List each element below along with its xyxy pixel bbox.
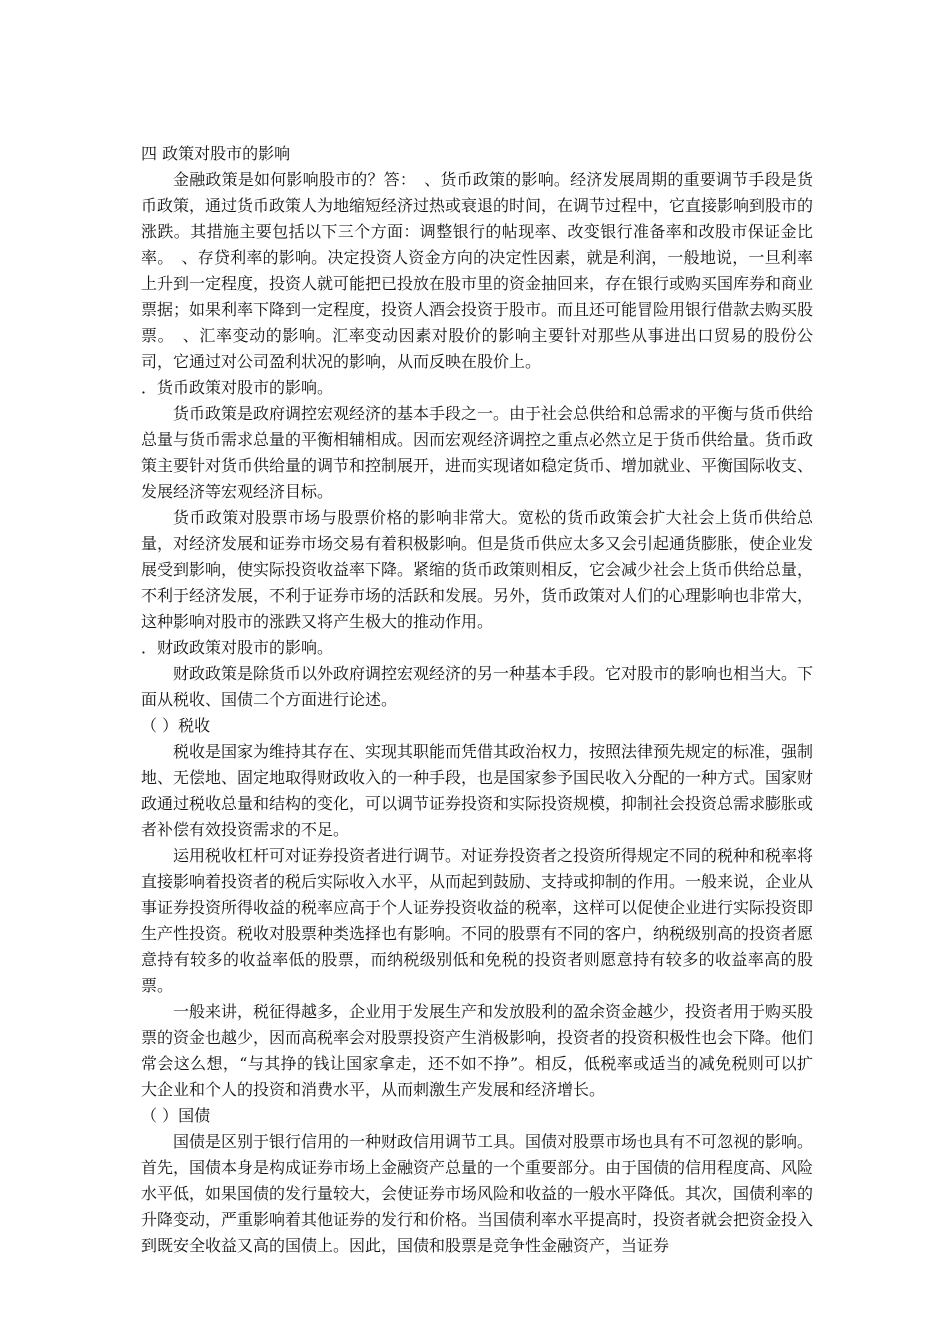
section-heading: 四 政策对股市的影响 — [141, 144, 291, 163]
subheading-treasury-bonds: （ ）国债 — [141, 1106, 211, 1125]
paragraph-tax-leverage: 运用税收杠杆可对证券投资者进行调节。对证券投资者之投资所得规定不同的税种和税率将直接影响着投资者的税后实际收入水平，从而起到鼓励、支持或抑制的作用。一般来说，企业从事证券投资所得收益的税率应高于个人证券投资收益的税率，这样可以促使企业进行实际投资即生产性投资。税收对股票种类选择也有影响。不同的股票有不同的客户，纳税级别高的投资者愿意持有较多的收益率低的股票，而纳税级别低和免税的投资者则愿意持有较多的收益率高的股票。 — [141, 846, 814, 995]
subheading-taxation: （ ）税收 — [141, 716, 211, 735]
paragraph-monetary-definition: 货币政策是政府调控宏观经济的基本手段之一。由于社会总供给和总需求的平衡与货币供给总量与货币需求总量的平衡相辅相成。因而宏观经济调控之重点必然立足于货币供给量。货币政策主要针对货币供给量的调节和控制展开，进而实现诸如稳定货币、增加就业、平衡国际收支、发展经济等宏观经济目标。 — [141, 404, 814, 501]
document-page — [141, 141, 813, 1259]
subheading-monetary-policy: ．货币政策对股市的影响。 — [141, 378, 334, 397]
paragraph-treasury-bonds: 国债是区别于银行信用的一种财政信用调节工具。国债对股票市场也具有不可忽视的影响。首先，国债本身是构成证券市场上金融资产总量的一个重要部分。由于国债的信用程度高、风险水平低，如果国债的发行量较大，会使证券市场风险和收益的一般水平降低。其次，国债利率的升降变动，严重影响着其他证券的发行和价格。当国债利率水平提高时，投资者就会把资金投入到既安全收益又高的国债上。因此，国债和股票是竞争性金融资产，当证券 — [141, 1132, 814, 1255]
paragraph-tax-effect: 一般来讲，税征得越多，企业用于发展生产和发放股利的盈余资金越少，投资者用于购买股票的资金也越少，因而高税率会对股票投资产生消极影响，投资者的投资积极性也会下降。他们常会这么想，“与其挣的钱让国家拿走，还不如不挣”。相反，低税率或适当的减免税则可以扩大企业和个人的投资和消费水平，从而刺激生产发展和经济增长。 — [141, 1002, 814, 1099]
paragraph-tax-definition: 税收是国家为维持其存在、实现其职能而凭借其政治权力，按照法律预先规定的标准，强制地、无偿地、固定地取得财政收入的一种手段，也是国家参予国民收入分配的一种方式。国家财政通过税收总量和结构的变化，可以调节证券投资和实际投资规模，抑制社会投资总需求膨胀或者补偿有效投资需求的不足。 — [141, 742, 814, 839]
paragraph-fiscal-definition: 财政政策是除货币以外政府调控宏观经济的另一种基本手段。它对股市的影响也相当大。下面从税收、国债二个方面进行论述。 — [141, 664, 814, 709]
paragraph-monetary-intro: 金融政策是如何影响股市的？答： 、货币政策的影响。经济发展周期的重要调节手段是货币政策，通过货币政策人为地缩短经济过热或衰退的时间，在调节过程中，它直接影响到股市的涨跌。其措施主要包括以下三个方面：调整银行的帖现率、改变银行准备率和改股市保证金比率。 、存贷利率的影响。决定投资人资金方向的决定性因素，就是利润，一般地说，一旦利率上升到一定程度，投资人就可能把已投放在股市里的资金抽回来，存在银行或购买国库券和商业票据；如果利率下降到一定程度，投资人酒会投资于股市。而且还可能冒险用银行借款去购买股票。 、汇率变动的影响。汇率变动因素对股价的影响主要针对那些从事进出口贸易的股份公司，它通过对公司盈利状况的影响，从而反映在股价上。 — [141, 170, 814, 371]
subheading-fiscal-policy: ．财政政策对股市的影响。 — [141, 638, 334, 657]
paragraph-monetary-effect: 货币政策对股票市场与股票价格的影响非常大。宽松的货币政策会扩大社会上货币供给总量，对经济发展和证券市场交易有着积极影响。但是货币供应太多又会引起通货膨胀，使企业发展受到影响，使实际投资收益率下降。紧缩的货币政策则相反，它会减少社会上货币供给总量，不利于经济发展，不利于证券市场的活跃和发展。另外，货币政策对人们的心理影响也非常大，这种影响对股市的涨跌又将产生极大的推动作用。 — [141, 508, 814, 631]
